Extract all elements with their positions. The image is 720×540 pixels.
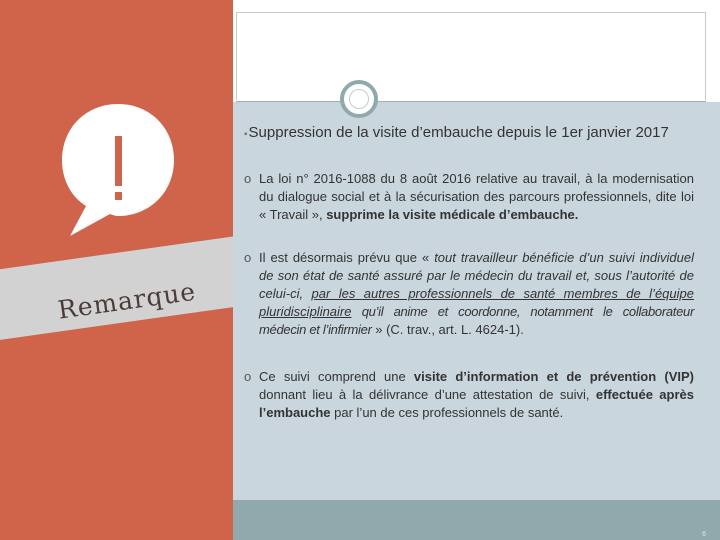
item2-italic-underlined: par les autres professionnels de santé membres de l’équipe pluridisciplinaire — [259, 286, 694, 319]
item2-italic-b: qu’il anime et coordonne, notamment le collaborateur médecin et l’infirmier — [259, 304, 694, 337]
title-frame — [236, 12, 706, 100]
heading — [244, 124, 700, 144]
heading-text: Suppression de la visite d’embauche depuis le 1er janvier 2017 — [248, 124, 669, 141]
left-accent-panel — [0, 0, 233, 540]
remark-label: Remarque — [56, 276, 198, 325]
item3-text-c: par l’un de ces professionnels de santé. — [330, 405, 564, 420]
alert-speech-bubble-icon — [56, 100, 180, 240]
heading-bullet: ▪ — [244, 129, 248, 140]
item3-bold-b: effectuée après l’embauche — [259, 387, 694, 420]
item2-text-b: » (C. trav., art. L. 4624-1). — [371, 322, 524, 337]
item1-bold: supprime la visite médicale d’embauche. — [326, 207, 579, 222]
sub-bullet: o — [244, 369, 252, 384]
sub-bullet: o — [244, 171, 252, 186]
circle-marker — [340, 80, 378, 118]
list-item — [244, 368, 694, 422]
item2-text-a: Il est désormais prévu que « — [259, 250, 435, 265]
divider-line — [236, 101, 706, 102]
footer-bar — [233, 500, 720, 540]
item2-italic-a: tout travailleur bénéficie d’un suivi individuel de son état de santé assuré par le médecin du travail et, sous l’autorité de celui-ci, — [259, 250, 694, 301]
list-item — [244, 249, 694, 339]
page-number: 6 — [702, 531, 706, 538]
item3-text-b: donnant lieu à la délivrance d’une attestation de suivi, — [259, 387, 596, 402]
item3-text-a: Ce suivi comprend une — [259, 369, 414, 384]
item3-bold-a: visite d’information et de prévention (VIP) — [413, 369, 694, 384]
item1-text: La loi n° 2016-1088 du 8 août 2016 relative au travail, à la modernisation du dialogue social et à la sécurisation des parcours professionnels, dite loi « Travail », — [259, 171, 694, 222]
sub-bullet: o — [244, 250, 252, 265]
list-item — [244, 170, 694, 224]
